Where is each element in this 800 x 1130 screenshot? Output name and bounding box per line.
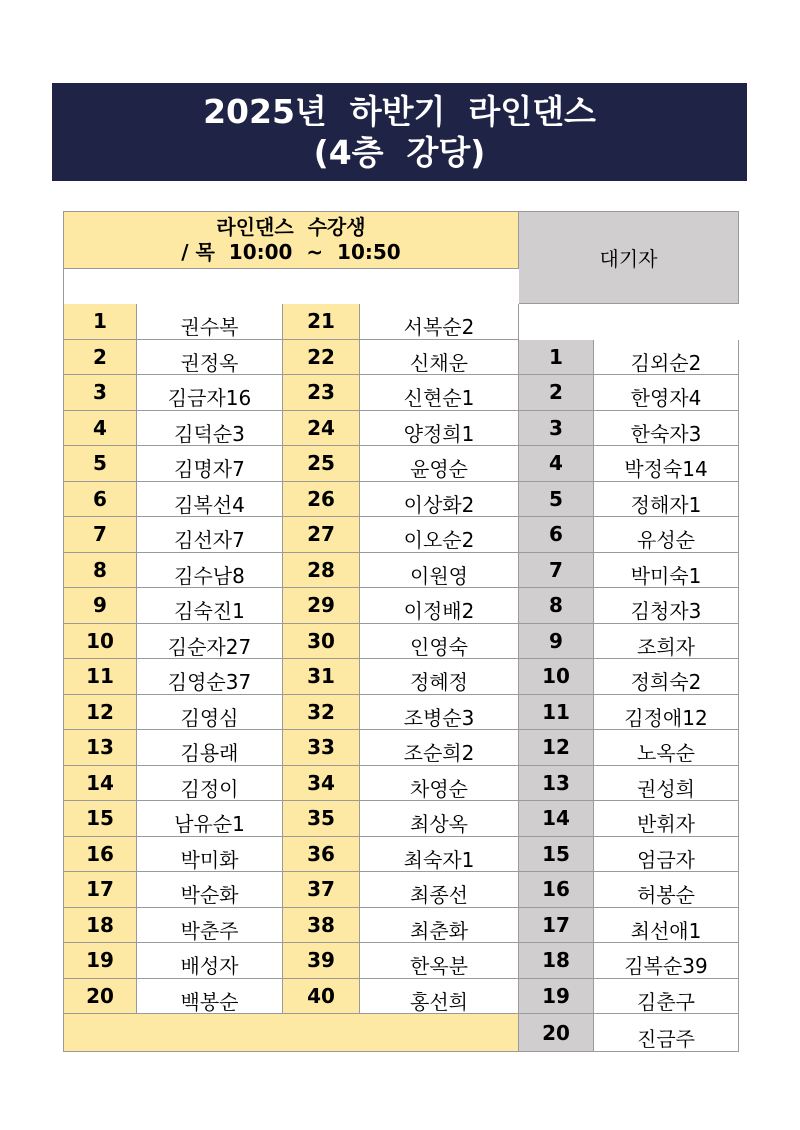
student-number: 20 bbox=[64, 979, 137, 1015]
student-number: 1 bbox=[64, 304, 137, 340]
student-name: 이오순2 bbox=[360, 517, 519, 553]
student-number: 8 bbox=[64, 553, 137, 589]
waitlist-name: 진금주 bbox=[594, 1014, 739, 1052]
waitlist-number: 15 bbox=[519, 837, 594, 873]
waitlist-number: 7 bbox=[519, 553, 594, 589]
empty-footer-cell bbox=[64, 1014, 519, 1052]
student-number: 25 bbox=[283, 446, 360, 482]
student-name: 박춘주 bbox=[137, 908, 283, 944]
waitlist-name: 권성희 bbox=[594, 766, 739, 802]
student-number: 38 bbox=[283, 908, 360, 944]
student-name: 남유순1 bbox=[137, 801, 283, 837]
student-number: 10 bbox=[64, 624, 137, 660]
student-number: 18 bbox=[64, 908, 137, 944]
student-number: 36 bbox=[283, 837, 360, 873]
student-number: 35 bbox=[283, 801, 360, 837]
waitlist-name: 정해자1 bbox=[594, 482, 739, 518]
class-name: 라인댄스 수강생 bbox=[216, 215, 366, 239]
student-number: 2 bbox=[64, 340, 137, 376]
student-name: 이정배2 bbox=[360, 588, 519, 624]
student-name: 최숙자1 bbox=[360, 837, 519, 873]
waitlist-number: 2 bbox=[519, 375, 594, 411]
waitlist-name: 김복순39 bbox=[594, 943, 739, 979]
student-number: 34 bbox=[283, 766, 360, 802]
waitlist-header: 대기자 bbox=[519, 212, 739, 304]
student-name: 박순화 bbox=[137, 872, 283, 908]
student-number: 5 bbox=[64, 446, 137, 482]
student-number: 40 bbox=[283, 979, 360, 1015]
waitlist-name: 박정숙14 bbox=[594, 446, 739, 482]
student-name: 이원영 bbox=[360, 553, 519, 589]
student-name: 최춘화 bbox=[360, 908, 519, 944]
waitlist-number: 18 bbox=[519, 943, 594, 979]
student-number: 9 bbox=[64, 588, 137, 624]
student-name: 김금자16 bbox=[137, 375, 283, 411]
student-name: 김순자27 bbox=[137, 624, 283, 660]
student-name: 권수복 bbox=[137, 304, 283, 340]
waitlist-name: 박미숙1 bbox=[594, 553, 739, 589]
student-number: 31 bbox=[283, 659, 360, 695]
student-number: 23 bbox=[283, 375, 360, 411]
waitlist-name: 김정애12 bbox=[594, 695, 739, 731]
student-name: 한옥분 bbox=[360, 943, 519, 979]
student-name: 백봉순 bbox=[137, 979, 283, 1015]
waitlist-name: 허봉순 bbox=[594, 872, 739, 908]
waitlist-name: 노옥순 bbox=[594, 730, 739, 766]
waitlist-number: 11 bbox=[519, 695, 594, 731]
waitlist-name: 한숙자3 bbox=[594, 411, 739, 447]
student-name: 윤영순 bbox=[360, 446, 519, 482]
student-number: 11 bbox=[64, 659, 137, 695]
student-name: 김용래 bbox=[137, 730, 283, 766]
student-number: 24 bbox=[283, 411, 360, 447]
student-number: 37 bbox=[283, 872, 360, 908]
student-name: 배성자 bbox=[137, 943, 283, 979]
student-number: 12 bbox=[64, 695, 137, 731]
student-number: 39 bbox=[283, 943, 360, 979]
student-name: 인영숙 bbox=[360, 624, 519, 660]
waitlist-name: 김춘구 bbox=[594, 979, 739, 1015]
waitlist-number: 10 bbox=[519, 659, 594, 695]
waitlist-number: 14 bbox=[519, 801, 594, 837]
student-number: 13 bbox=[64, 730, 137, 766]
student-name: 최상옥 bbox=[360, 801, 519, 837]
student-name: 양정희1 bbox=[360, 411, 519, 447]
student-name: 조병순3 bbox=[360, 695, 519, 731]
waitlist-number: 12 bbox=[519, 730, 594, 766]
title-line-2: (4층 강당) bbox=[313, 133, 486, 172]
student-number: 28 bbox=[283, 553, 360, 589]
waitlist-number: 20 bbox=[519, 1014, 594, 1052]
waitlist-number: 16 bbox=[519, 872, 594, 908]
student-number: 29 bbox=[283, 588, 360, 624]
student-number: 27 bbox=[283, 517, 360, 553]
waitlist-number: 5 bbox=[519, 482, 594, 518]
student-name: 차영순 bbox=[360, 766, 519, 802]
student-name: 신현순1 bbox=[360, 375, 519, 411]
waitlist-number: 8 bbox=[519, 588, 594, 624]
student-name: 김복선4 bbox=[137, 482, 283, 518]
student-number: 30 bbox=[283, 624, 360, 660]
roster-table bbox=[63, 211, 739, 1052]
student-name: 김선자7 bbox=[137, 517, 283, 553]
student-name: 조순희2 bbox=[360, 730, 519, 766]
waitlist-number: 4 bbox=[519, 446, 594, 482]
student-number: 22 bbox=[283, 340, 360, 376]
student-name: 박미화 bbox=[137, 837, 283, 873]
roster-header bbox=[64, 212, 519, 269]
student-number: 4 bbox=[64, 411, 137, 447]
waitlist-name: 유성순 bbox=[594, 517, 739, 553]
student-name: 김명자7 bbox=[137, 446, 283, 482]
student-name: 최종선 bbox=[360, 872, 519, 908]
student-number: 17 bbox=[64, 872, 137, 908]
student-number: 26 bbox=[283, 482, 360, 518]
student-name: 김수남8 bbox=[137, 553, 283, 589]
waitlist-number: 3 bbox=[519, 411, 594, 447]
student-name: 홍선희 bbox=[360, 979, 519, 1015]
waitlist-name: 한영자4 bbox=[594, 375, 739, 411]
student-name: 권정옥 bbox=[137, 340, 283, 376]
student-number: 21 bbox=[283, 304, 360, 340]
waitlist-number: 1 bbox=[519, 340, 594, 376]
student-number: 33 bbox=[283, 730, 360, 766]
student-name: 정혜정 bbox=[360, 659, 519, 695]
waitlist-name: 반휘자 bbox=[594, 801, 739, 837]
student-number: 14 bbox=[64, 766, 137, 802]
waitlist-name: 엄금자 bbox=[594, 837, 739, 873]
student-number: 19 bbox=[64, 943, 137, 979]
waitlist-number: 9 bbox=[519, 624, 594, 660]
class-schedule: / 목 10:00 ~ 10:50 bbox=[181, 240, 401, 264]
student-name: 김숙진1 bbox=[137, 588, 283, 624]
student-number: 32 bbox=[283, 695, 360, 731]
waitlist-name: 최선애1 bbox=[594, 908, 739, 944]
student-name: 이상화2 bbox=[360, 482, 519, 518]
waitlist-name: 조희자 bbox=[594, 624, 739, 660]
student-number: 15 bbox=[64, 801, 137, 837]
waitlist-name: 김외순2 bbox=[594, 340, 739, 376]
student-name: 김정이 bbox=[137, 766, 283, 802]
student-name: 김덕순3 bbox=[137, 411, 283, 447]
student-number: 3 bbox=[64, 375, 137, 411]
student-number: 6 bbox=[64, 482, 137, 518]
waitlist-number: 17 bbox=[519, 908, 594, 944]
title-line-1: 2025년 하반기 라인댄스 bbox=[203, 92, 596, 131]
student-name: 김영심 bbox=[137, 695, 283, 731]
student-name: 서복순2 bbox=[360, 304, 519, 340]
waitlist-number: 13 bbox=[519, 766, 594, 802]
waitlist-name: 김청자3 bbox=[594, 588, 739, 624]
student-number: 7 bbox=[64, 517, 137, 553]
student-name: 신채운 bbox=[360, 340, 519, 376]
title-banner bbox=[52, 83, 747, 181]
student-name: 김영순37 bbox=[137, 659, 283, 695]
waitlist-number: 6 bbox=[519, 517, 594, 553]
waitlist-number: 19 bbox=[519, 979, 594, 1015]
student-number: 16 bbox=[64, 837, 137, 873]
waitlist-name: 정희숙2 bbox=[594, 659, 739, 695]
